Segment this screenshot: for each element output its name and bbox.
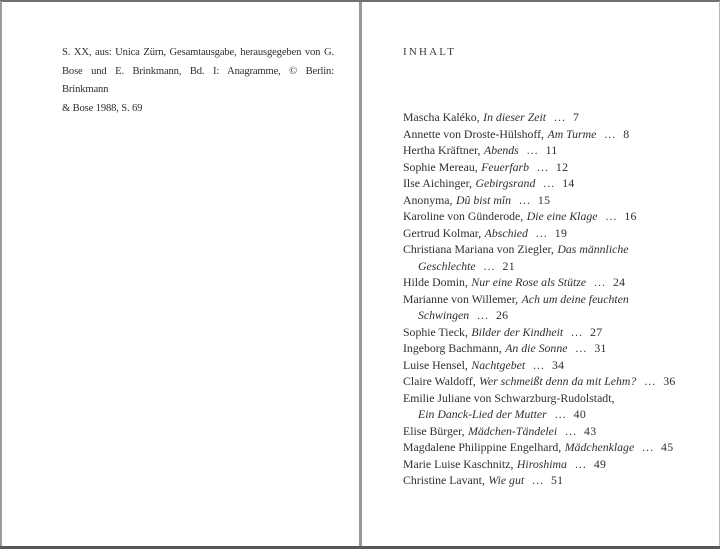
- toc-page-number: 21: [502, 258, 515, 273]
- toc-title: Abends: [483, 143, 519, 157]
- toc-page-number: 31: [594, 341, 607, 355]
- toc-entry: [403, 192, 708, 209]
- toc-author: Marianne von Willemer,: [403, 291, 519, 306]
- toc-page-number: 45: [661, 440, 674, 454]
- toc-dots: ...: [642, 440, 655, 454]
- toc-dots: ...: [571, 324, 584, 339]
- toc-author: Magdalene Philippine Engelhard,: [403, 440, 562, 454]
- toc-author: Christine Lavant,: [403, 473, 485, 487]
- toc-title: Gebirgsrand: [475, 176, 536, 190]
- toc-dots: ...: [543, 176, 556, 190]
- toc-title: Am Turme: [547, 126, 597, 141]
- toc-author: Annette von Droste-Hülshoff,: [403, 126, 544, 141]
- toc-page-number: 16: [624, 209, 637, 223]
- toc-page-number: 40: [573, 407, 587, 421]
- toc-entry: [403, 208, 708, 225]
- toc-dots: ...: [519, 192, 531, 207]
- toc-page-number: 15: [537, 192, 551, 207]
- toc-page-number: 11: [545, 143, 558, 157]
- toc-author: Marie Luise Kaschnitz,: [403, 456, 514, 471]
- toc-dots: ...: [483, 258, 496, 273]
- toc-title: Wie gut: [488, 473, 525, 487]
- toc-page-number: 12: [555, 159, 569, 174]
- toc-dots: ...: [537, 159, 549, 174]
- toc-dots: ...: [526, 143, 539, 157]
- toc-page-number: 26: [495, 308, 509, 322]
- toc-author: Ilse Aichinger,: [403, 176, 472, 190]
- toc-author: Christiana Mariana von Ziegler,: [403, 242, 554, 256]
- toc-entry: [403, 340, 708, 357]
- toc-entry: [403, 274, 708, 291]
- toc-entry: [403, 324, 708, 341]
- toc-author: Hertha Kräftner,: [403, 143, 481, 157]
- toc-entry: [403, 142, 708, 159]
- toc-author: Sophie Tieck,: [403, 324, 468, 339]
- toc-entry: [403, 439, 708, 456]
- toc-page-number: 34: [551, 357, 565, 372]
- toc-page-number: 7: [572, 110, 580, 124]
- toc-entry-wrap-line: [403, 258, 708, 275]
- toc-title: Mädchen-Tändelei: [468, 423, 558, 438]
- toc-dots: ...: [605, 209, 618, 223]
- toc-author: Mascha Kaléko,: [403, 110, 480, 124]
- toc-entry: [403, 373, 708, 390]
- toc-entry: [403, 109, 708, 126]
- toc-title: Dû bist mîn: [455, 192, 512, 207]
- toc-page-number: 19: [554, 225, 568, 240]
- toc-author: Claire Waldoff,: [403, 374, 476, 388]
- toc-entry: [403, 423, 708, 440]
- toc-dots: ...: [535, 225, 548, 240]
- toc-entry-wrap-line: [403, 406, 708, 423]
- toc-title: Wer schmeißt denn da mit Lehm?: [479, 374, 637, 388]
- toc-author: Gertrud Kolmar,: [403, 225, 482, 240]
- toc-title: Die eine Klage: [526, 209, 598, 223]
- toc-page-number: 27: [590, 324, 603, 339]
- toc-title: An die Sonne: [505, 341, 568, 355]
- toc-author: Emilie Juliane von Schwarzburg-Rudolstadt,: [403, 390, 615, 405]
- toc-entry-wrap-line: [403, 307, 708, 324]
- toc-dots: ...: [554, 407, 567, 421]
- toc-dots: ...: [533, 357, 545, 372]
- toc-title: Nur eine Rose als Stütze: [471, 275, 587, 289]
- toc-page-number: 14: [562, 176, 575, 190]
- toc-title: Nachtgebet: [471, 357, 526, 372]
- table-of-contents: [403, 109, 708, 489]
- toc-author: Ingeborg Bachmann,: [403, 341, 502, 355]
- toc-page-number: 8: [623, 126, 630, 141]
- toc-author: Anonyma,: [403, 192, 453, 207]
- toc-dots: ...: [554, 110, 566, 124]
- toc-author: Karoline von Günderode,: [403, 209, 524, 223]
- colophon-line: Bose und E. Brinkmann, Bd. I: Anagramme, © Berlin: Brinkmann: [62, 65, 334, 95]
- toc-entry: [403, 126, 708, 143]
- toc-page-number: 36: [663, 374, 676, 388]
- toc-dots: ...: [575, 341, 588, 355]
- toc-title: Bilder der Kindheit: [471, 324, 564, 339]
- toc-entry: [403, 225, 708, 242]
- toc-entry: [403, 357, 708, 374]
- toc-author: Luise Hensel,: [403, 357, 468, 372]
- toc-title: Feuerfarb: [481, 159, 530, 174]
- colophon-line: & Bose 1988, S. 69: [62, 102, 143, 114]
- toc-title: Mädchenklage: [564, 440, 635, 454]
- toc-page-number: 49: [593, 456, 607, 471]
- colophon-line: S. XX, aus: Unica Zürn, Gesamtausgabe, herausgegeben von G.: [62, 47, 334, 58]
- toc-entry: [403, 159, 708, 176]
- toc-dots: ...: [574, 456, 587, 471]
- toc-title: Abschied: [484, 225, 528, 240]
- toc-title: In dieser Zeit: [483, 110, 547, 124]
- toc-entry: [403, 175, 708, 192]
- left-page: [2, 2, 359, 546]
- toc-author: Elise Bürger,: [403, 423, 465, 438]
- toc-entry: [403, 456, 708, 473]
- toc-entry: [403, 472, 708, 489]
- toc-title: Ach um deine feuchten: [521, 291, 629, 306]
- toc-dots: ...: [644, 374, 657, 388]
- toc-entry: [403, 390, 708, 407]
- colophon: [62, 44, 334, 118]
- inhalt-heading: INHALT: [403, 46, 457, 58]
- toc-title: Das männliche: [557, 242, 629, 256]
- toc-page-number: 43: [584, 423, 597, 438]
- right-page: [362, 2, 719, 546]
- toc-entry: [403, 291, 708, 308]
- toc-title: Geschlechte: [418, 258, 476, 273]
- toc-title: Hiroshima: [516, 456, 567, 471]
- page-edge-bottom: [0, 546, 720, 549]
- toc-dots: ...: [604, 126, 617, 141]
- toc-entry: [403, 241, 708, 258]
- toc-dots: ...: [594, 275, 606, 289]
- toc-page-number: 24: [612, 275, 626, 289]
- toc-author: Hilde Domin,: [403, 275, 468, 289]
- toc-page-number: 51: [550, 473, 564, 487]
- toc-dots: ...: [532, 473, 544, 487]
- toc-dots: ...: [565, 423, 578, 438]
- toc-title: Ein Danck-Lied der Mutter: [418, 407, 547, 421]
- toc-author: Sophie Mereau,: [403, 159, 478, 174]
- toc-dots: ...: [477, 308, 489, 322]
- toc-title: Schwingen: [418, 308, 470, 322]
